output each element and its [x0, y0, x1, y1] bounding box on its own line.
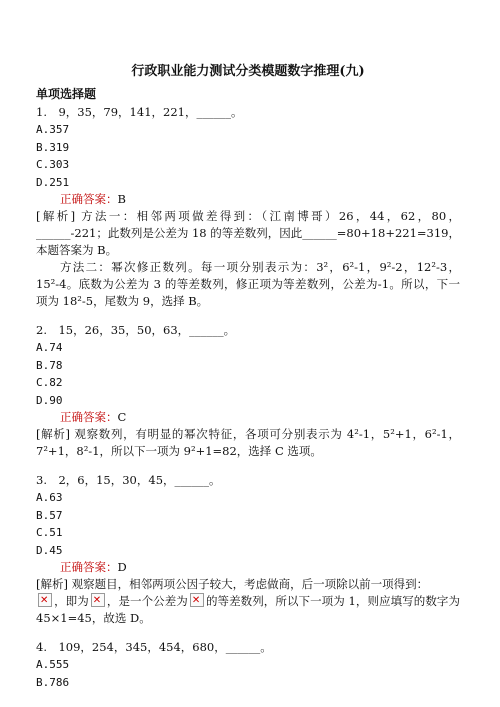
question-stem: 2. 15，26，35，50，63，______。	[36, 323, 236, 337]
correct-answer	[36, 191, 460, 208]
broken-image-icon	[190, 593, 204, 607]
option-b: B.786	[36, 675, 70, 689]
option-b: B.78	[36, 358, 63, 372]
option-b: B.319	[36, 140, 70, 154]
analysis-fragment: 的等差数列，所以下一项为 1，则应填写的数字为 45×1=45，故选 D。	[36, 594, 460, 625]
analysis-text: 方法一：相邻两项做差得到：（江南博哥）26，44，62，80，______-221；此数列是公差为 18 的等差数列，因此______=80+18+221=319，本题答案为 B。	[36, 209, 461, 257]
answer-value: D	[117, 560, 127, 574]
analysis-paragraph-2: 方法二：幂次修正数列。每一项分别表示为：3²，6²-1，9²-2，12²-3，15²-4。底数为公差为 3 的等差数列，修正项为等差数列，公差为-1。所以，下一项为 18²-5，尾数为 9，选择 B。	[36, 260, 460, 308]
analysis-fragment: ，是一个公差为	[106, 594, 188, 608]
option-c: C.82	[36, 376, 63, 389]
question-4	[36, 639, 460, 691]
question-1	[36, 104, 460, 310]
question-stem: 4. 109，254，345，454，680，______。	[36, 640, 272, 654]
analysis-paragraph	[36, 208, 460, 259]
question-2	[36, 322, 460, 460]
section-heading: 单项选择题	[36, 87, 97, 101]
answer-label: 正确答案：	[60, 192, 118, 206]
analysis-label: [解析]	[36, 427, 71, 441]
question-stem: 1. 9，35，79，141，221，______。	[36, 105, 243, 119]
option-a: A.555	[36, 658, 70, 671]
option-d: D.45	[36, 543, 63, 557]
question-3	[36, 472, 460, 627]
correct-answer	[36, 409, 460, 426]
option-c: C.303	[36, 158, 70, 171]
answer-value: B	[117, 192, 126, 206]
option-a: A.63	[36, 491, 63, 504]
option-d: D.251	[36, 175, 70, 189]
broken-image-icon	[38, 593, 52, 607]
analysis-paragraph	[36, 576, 460, 593]
option-c: C.51	[36, 526, 63, 539]
option-d: D.90	[36, 393, 63, 407]
analysis-text: 观察题目，相邻两项公因子较大，考虑做商，后一项除以前一项得到：	[71, 577, 429, 591]
analysis-label: [解析]	[36, 209, 76, 223]
analysis-text: 观察数列，有明显的幂次特征，各项可分别表示为 4²-1，5²+1，6²-1，7²+1，8²-1，所以下一项为 9²+1=82，选择 C 选项。	[36, 427, 461, 458]
analysis-paragraph	[36, 426, 460, 460]
answer-label: 正确答案：	[60, 560, 118, 574]
broken-image-icon	[91, 593, 105, 607]
option-a: A.74	[36, 341, 63, 354]
analysis-paragraph-2	[36, 593, 460, 627]
page-title: 行政职业能力测试分类模题数字推理(九)	[131, 64, 365, 79]
question-stem: 3. 2，6，15，30，45，______。	[36, 473, 221, 487]
correct-answer	[36, 559, 460, 576]
option-b: B.57	[36, 508, 63, 522]
answer-value: C	[117, 410, 127, 424]
option-a: A.357	[36, 123, 70, 136]
analysis-fragment: ，即为	[54, 594, 89, 608]
analysis-label: [解析]	[36, 577, 68, 591]
answer-label: 正确答案：	[60, 410, 118, 424]
